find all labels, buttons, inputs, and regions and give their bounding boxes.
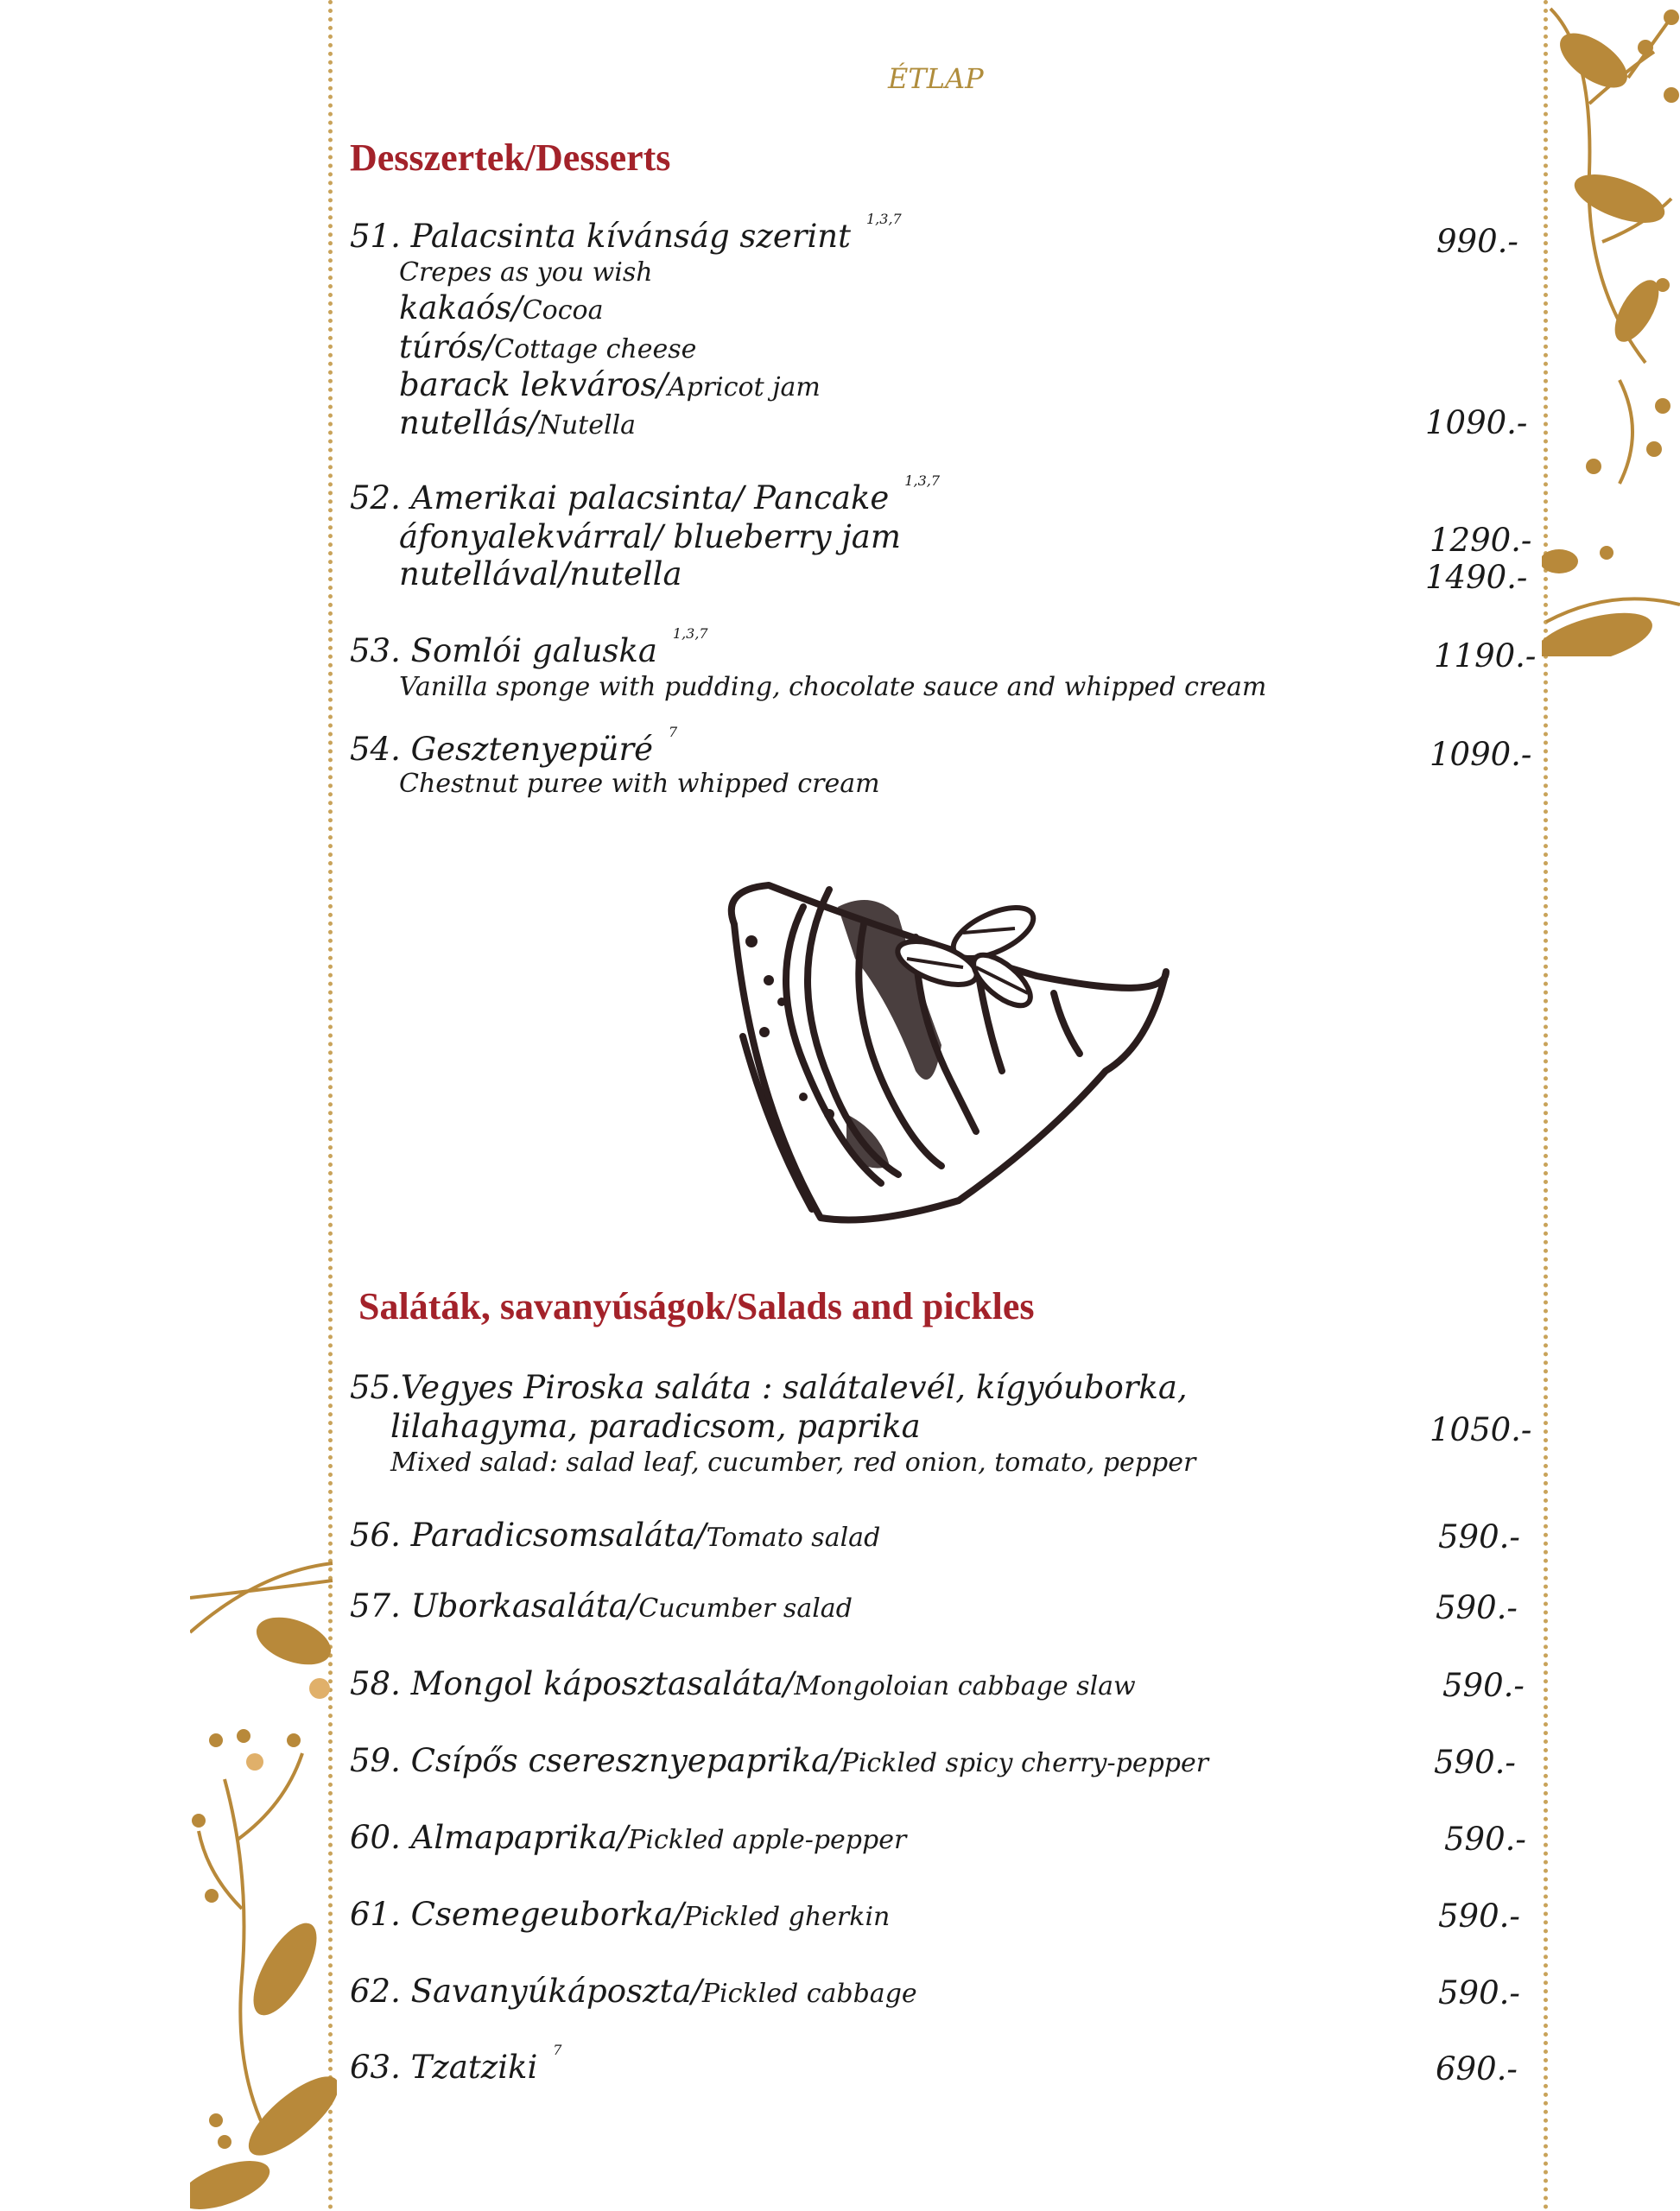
golden-branch-icon [190,1546,337,2211]
menu-item-price: 1490.- [1425,559,1528,596]
menu-item-option: barack lekváros/Apricot jam [399,366,821,403]
menu-item-price: 1090.- [1430,736,1532,773]
menu-item-price: 590.- [1438,1974,1520,2011]
menu-item-price: 990.- [1436,223,1518,260]
allergen-note: 1,3,7 [672,625,708,642]
menu-item-name: 53. Somlói galuska $^{1,3,7}$ [350,625,708,669]
menu-item-name: 55.Vegyes Piroska saláta : salátalevél, kígyóuborka, [350,1369,1188,1406]
menu-item-name: 58. Mongol káposztasaláta/Mongoloian cabbage slaw [350,1665,1136,1702]
menu-item-price: 590.- [1442,1667,1525,1704]
menu-item-option: kakaós/Cocoa [399,289,604,326]
crepe-illustration [717,872,1183,1244]
golden-branch-icon [1542,0,1680,656]
menu-item-name: 51. Palacsinta kívánság szerint $^{1,3,7}$ [350,211,902,255]
menu-item-name: 56. Paradicsomsaláta/Tomato salad [350,1517,881,1554]
menu-item-english: Vanilla sponge with pudding, chocolate sauce and whipped cream [399,672,1267,702]
menu-item-price: 590.- [1434,1744,1516,1781]
menu-item-price: 690.- [1436,2050,1518,2087]
menu-item-name-continued: lilahagyma, paradicsom, paprika [390,1408,921,1445]
menu-item-option: nutellás/Nutella [399,404,637,441]
menu-item-name: 59. Csípős cseresznyepaprika/Pickled spicy cherry-pepper [350,1742,1209,1779]
menu-item-price: 590.- [1438,1897,1520,1935]
allergen-note: 7 [553,2042,562,2058]
menu-item-english: Crepes as you wish [399,257,653,288]
menu-item-price: 590.- [1444,1821,1526,1858]
menu-item-name: 54. Gesztenyepüré $^7$ [350,724,678,768]
menu-item-name: 62. Savanyúkáposzta/Pickled cabbage [350,1973,917,2010]
menu-item-name: 57. Uborkasaláta/Cucumber salad [350,1587,853,1625]
menu-item-option: áfonyalekvárral/ blueberry jam [399,518,901,555]
menu-item-english: Chestnut puree with whipped cream [399,769,880,799]
menu-header: ÉTLAP [888,62,984,95]
menu-item-name: 61. Csemegeuborka/Pickled gherkin [350,1896,891,1933]
menu-item-price: 1190.- [1434,637,1537,675]
menu-item-price: 1050.- [1430,1411,1532,1448]
allergen-note: 7 [669,724,678,740]
menu-item-option: túrós/Cottage cheese [399,328,697,365]
menu-item-english: Mixed salad: salad leaf, cucumber, red onion, tomato, pepper [390,1448,1196,1478]
menu-item-option: nutellával/nutella [399,555,682,592]
menu-item-price: 1290.- [1430,522,1532,559]
menu-item-price: 590.- [1436,1589,1518,1626]
allergen-note: 1,3,7 [904,472,941,489]
menu-item-price: 590.- [1438,1518,1520,1555]
menu-item-name: 52. Amerikai palacsinta/ Pancake $^{1,3,7}$ [350,472,941,516]
section-title-salads: Saláták, savanyúságok/Salads and pickles [358,1285,1035,1327]
menu-item-price: 1090.- [1425,404,1528,441]
menu-item-name: 60. Almapaprika/Pickled apple-pepper [350,1819,907,1856]
allergen-note: 1,3,7 [866,211,902,227]
menu-item-name: 63. Tzatziki $^7$ [350,2042,562,2086]
section-title-desserts: Desszertek/Desserts [350,136,671,179]
